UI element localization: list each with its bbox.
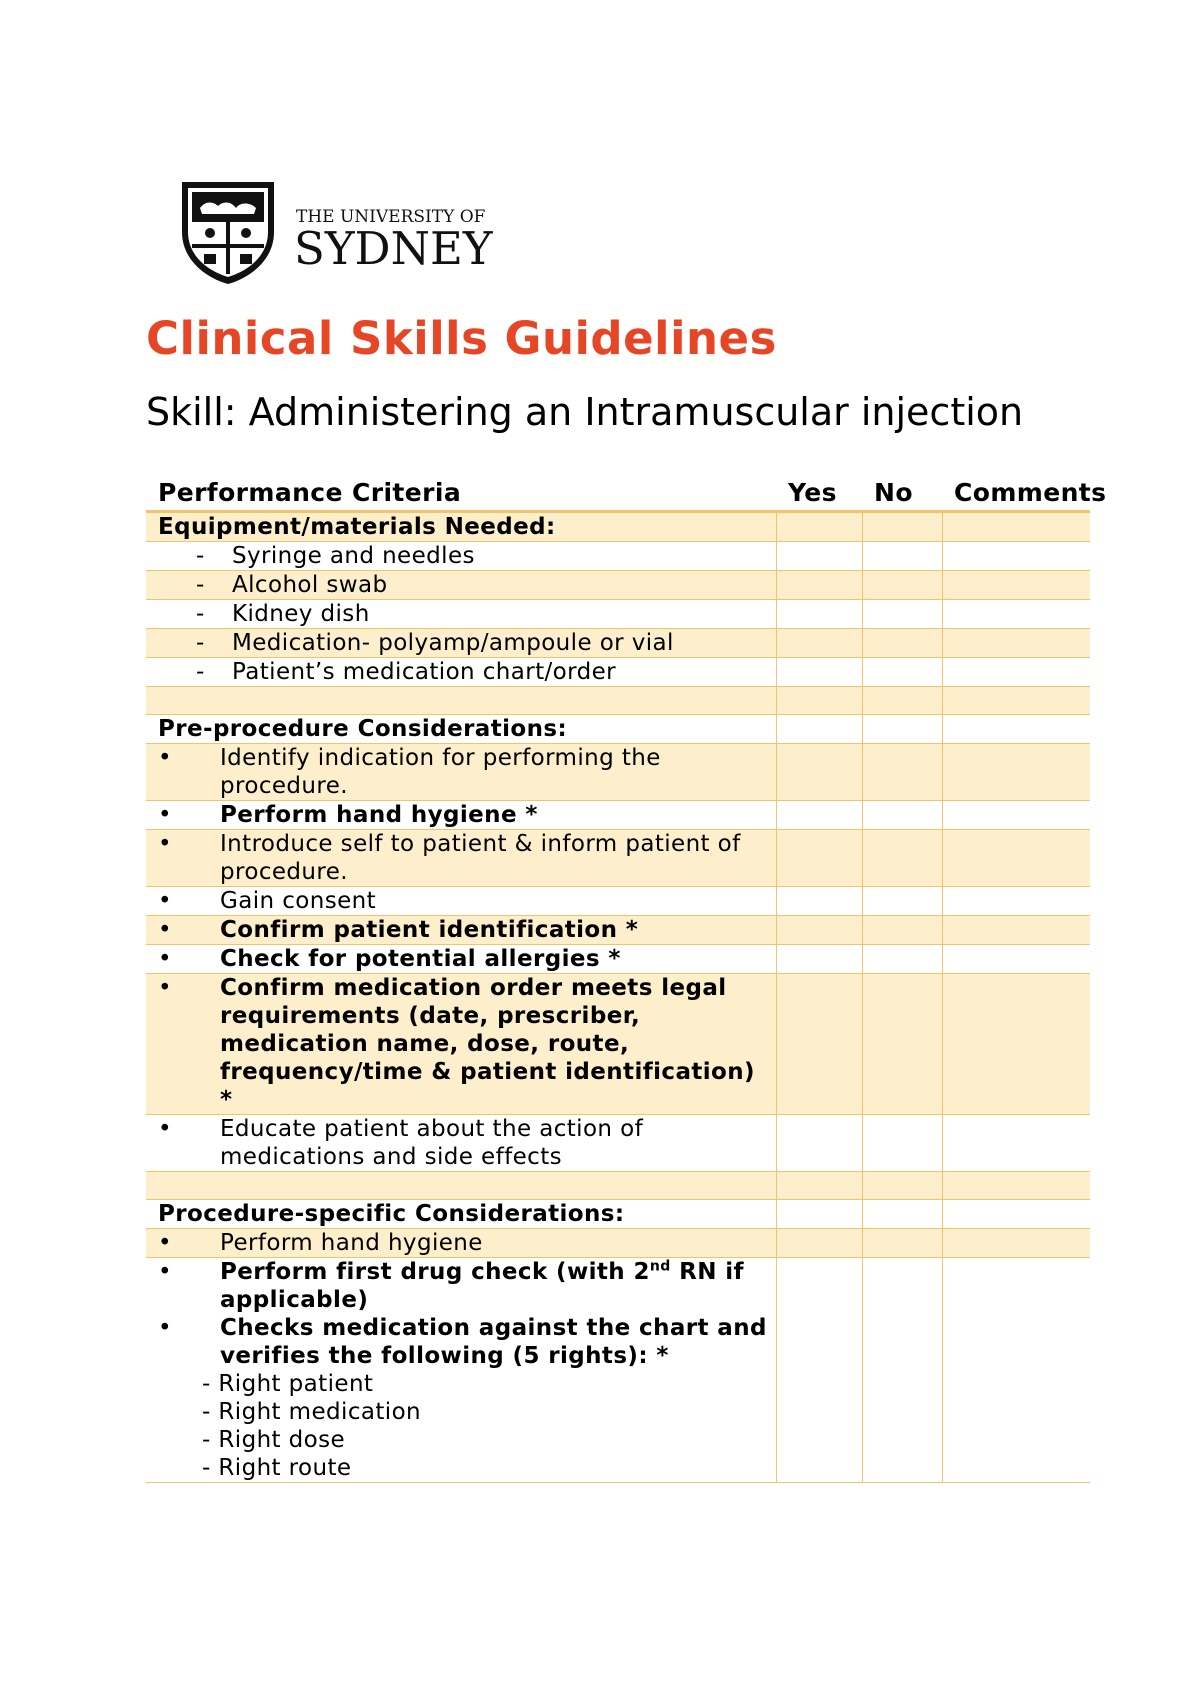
table-row — [146, 542, 1090, 571]
table-row — [146, 801, 1090, 830]
no-cell[interactable] — [862, 571, 942, 600]
comments-cell[interactable] — [942, 571, 1090, 600]
university-logo — [178, 178, 498, 286]
pre-item: Educate patient about the action of medications and side effects — [220, 1116, 644, 1170]
no-cell[interactable] — [862, 1200, 942, 1229]
comments-cell[interactable] — [942, 916, 1090, 945]
section-heading-equipment: Equipment/materials Needed: — [146, 512, 776, 542]
comments-cell[interactable] — [942, 974, 1090, 1115]
dash-marker: - — [196, 543, 205, 569]
comments-cell[interactable] — [942, 1172, 1090, 1200]
no-cell[interactable] — [862, 512, 942, 542]
equipment-item: Medication- polyamp/ampoule or vial — [232, 630, 674, 656]
comments-cell[interactable] — [942, 801, 1090, 830]
table-row — [146, 600, 1090, 629]
yes-cell[interactable] — [776, 542, 862, 571]
comments-cell[interactable] — [942, 687, 1090, 715]
pre-item: Confirm patient identification * — [220, 917, 639, 943]
comments-cell[interactable] — [942, 542, 1090, 571]
comments-cell[interactable] — [942, 1115, 1090, 1172]
no-cell[interactable] — [862, 629, 942, 658]
no-cell[interactable] — [862, 1258, 942, 1483]
table-row — [146, 629, 1090, 658]
university-crest-icon — [178, 178, 498, 286]
table-row — [146, 571, 1090, 600]
yes-cell[interactable] — [776, 687, 862, 715]
first-check-text-end: RN if applicable) — [220, 1259, 744, 1313]
yes-cell[interactable] — [776, 512, 862, 542]
comments-cell[interactable] — [942, 830, 1090, 887]
criteria-cell — [146, 916, 776, 945]
header-no: No — [862, 476, 942, 512]
pre-item: Identify indication for performing the procedure. — [220, 745, 661, 799]
logo-line2: SYDNEY — [294, 222, 493, 275]
section-heading-procedure: Procedure-specific Considerations: — [146, 1200, 776, 1229]
no-cell[interactable] — [862, 744, 942, 801]
criteria-cell — [146, 830, 776, 887]
pre-item: Check for potential allergies * — [220, 946, 621, 972]
bullet-marker: • — [158, 1259, 172, 1285]
yes-cell[interactable] — [776, 629, 862, 658]
yes-cell[interactable] — [776, 715, 862, 744]
yes-cell[interactable] — [776, 916, 862, 945]
pre-item: Perform hand hygiene * — [220, 802, 538, 828]
no-cell[interactable] — [862, 715, 942, 744]
criteria-cell — [146, 1258, 776, 1483]
comments-cell[interactable] — [942, 600, 1090, 629]
no-cell[interactable] — [862, 542, 942, 571]
right-item: - Right patient — [202, 1371, 374, 1397]
right-item: - Right route — [202, 1455, 352, 1481]
criteria-cell — [146, 1172, 776, 1200]
header-comments: Comments — [942, 476, 1090, 512]
equipment-item: Kidney dish — [232, 601, 370, 627]
bullet-marker: • — [158, 888, 172, 914]
pre-item: Confirm medication order meets legal requirements (date, prescriber, medication name, dose, route, frequency/time & patient identification) * — [220, 975, 755, 1113]
dash-marker: - — [196, 630, 205, 656]
criteria-cell — [146, 542, 776, 571]
yes-cell[interactable] — [776, 1258, 862, 1483]
equipment-item: Syringe and needles — [232, 543, 475, 569]
procedure-item: Perform hand hygiene — [220, 1230, 483, 1256]
table-row — [146, 512, 1090, 542]
no-cell[interactable] — [862, 830, 942, 887]
yes-cell[interactable] — [776, 744, 862, 801]
comments-cell[interactable] — [942, 512, 1090, 542]
table-row — [146, 887, 1090, 916]
criteria-cell — [146, 887, 776, 916]
comments-cell[interactable] — [942, 715, 1090, 744]
dash-marker: - — [196, 659, 205, 685]
no-cell[interactable] — [862, 658, 942, 687]
yes-cell[interactable] — [776, 974, 862, 1115]
spacer-row — [146, 687, 1090, 715]
dash-marker: - — [196, 572, 205, 598]
spacer-row — [146, 1172, 1090, 1200]
comments-cell[interactable] — [942, 629, 1090, 658]
table-row — [146, 945, 1090, 974]
criteria-cell — [146, 1115, 776, 1172]
criteria-cell — [146, 744, 776, 801]
criteria-cell — [146, 801, 776, 830]
criteria-cell — [146, 600, 776, 629]
no-cell[interactable] — [862, 687, 942, 715]
yes-cell[interactable] — [776, 571, 862, 600]
equipment-item: Patient’s medication chart/order — [232, 659, 617, 685]
table-row — [146, 830, 1090, 887]
section-heading-pre-procedure: Pre-procedure Considerations: — [146, 715, 776, 744]
yes-cell[interactable] — [776, 1200, 862, 1229]
comments-cell[interactable] — [942, 1200, 1090, 1229]
right-item: - Right dose — [202, 1427, 346, 1453]
first-check-text: Perform first drug check (with 2 — [220, 1259, 650, 1285]
criteria-cell — [146, 571, 776, 600]
header-yes: Yes — [776, 476, 862, 512]
bullet-marker: • — [158, 831, 172, 857]
criteria-cell — [146, 687, 776, 715]
criteria-cell — [146, 945, 776, 974]
table-row — [146, 1258, 1090, 1483]
yes-cell[interactable] — [776, 801, 862, 830]
yes-cell[interactable] — [776, 830, 862, 887]
equipment-item: Alcohol swab — [232, 572, 388, 598]
bullet-marker: • — [158, 1116, 172, 1142]
no-cell[interactable] — [862, 974, 942, 1115]
right-item: - Right medication — [202, 1399, 422, 1425]
comments-cell[interactable] — [942, 945, 1090, 974]
no-cell[interactable] — [862, 1172, 942, 1200]
yes-cell[interactable] — [776, 1229, 862, 1258]
yes-cell[interactable] — [776, 658, 862, 687]
no-cell[interactable] — [862, 887, 942, 916]
criteria-cell — [146, 974, 776, 1115]
table-row — [146, 974, 1090, 1115]
table-row — [146, 658, 1090, 687]
bullet-marker: • — [158, 745, 172, 771]
yes-cell[interactable] — [776, 1115, 862, 1172]
bullet-marker: • — [158, 946, 172, 972]
criteria-cell — [146, 1229, 776, 1258]
no-cell[interactable] — [862, 600, 942, 629]
first-check-superscript: nd — [649, 1258, 671, 1275]
table-row — [146, 715, 1090, 744]
no-cell[interactable] — [862, 801, 942, 830]
table-row — [146, 744, 1090, 801]
comments-cell[interactable] — [942, 1258, 1090, 1483]
pre-item: Introduce self to patient & inform patient of procedure. — [220, 831, 741, 885]
no-cell[interactable] — [862, 1229, 942, 1258]
bullet-marker: • — [158, 1315, 172, 1341]
bullet-marker: • — [158, 975, 172, 1001]
comments-cell[interactable] — [942, 744, 1090, 801]
logo-line1: THE UNIVERSITY OF — [296, 207, 486, 227]
table-row — [146, 1229, 1090, 1258]
no-cell[interactable] — [862, 916, 942, 945]
no-cell[interactable] — [862, 1115, 942, 1172]
table-row — [146, 1115, 1090, 1172]
header-performance-criteria: Performance Criteria — [146, 476, 776, 512]
bullet-marker: • — [158, 1230, 172, 1256]
table-row — [146, 1200, 1090, 1229]
page-title: Clinical Skills Guidelines — [146, 312, 777, 365]
yes-cell[interactable] — [776, 887, 862, 916]
skill-subtitle: Skill: Administering an Intramuscular injection — [146, 390, 1024, 434]
no-cell[interactable] — [862, 945, 942, 974]
bullet-marker: • — [158, 917, 172, 943]
yes-cell[interactable] — [776, 945, 862, 974]
comments-cell[interactable] — [942, 658, 1090, 687]
yes-cell[interactable] — [776, 600, 862, 629]
dash-marker: - — [196, 601, 205, 627]
pre-item: Gain consent — [220, 888, 377, 914]
bullet-marker: • — [158, 802, 172, 828]
table-header-row — [146, 476, 1090, 512]
procedure-item-five-rights: Checks medication against the chart and verifies the following (5 rights): * — [220, 1315, 767, 1369]
comments-cell[interactable] — [942, 1229, 1090, 1258]
table-row — [146, 916, 1090, 945]
comments-cell[interactable] — [942, 887, 1090, 916]
performance-criteria-table — [146, 476, 1107, 1483]
yes-cell[interactable] — [776, 1172, 862, 1200]
procedure-item-first-check — [220, 1258, 776, 1314]
criteria-cell — [146, 658, 776, 687]
criteria-cell — [146, 629, 776, 658]
